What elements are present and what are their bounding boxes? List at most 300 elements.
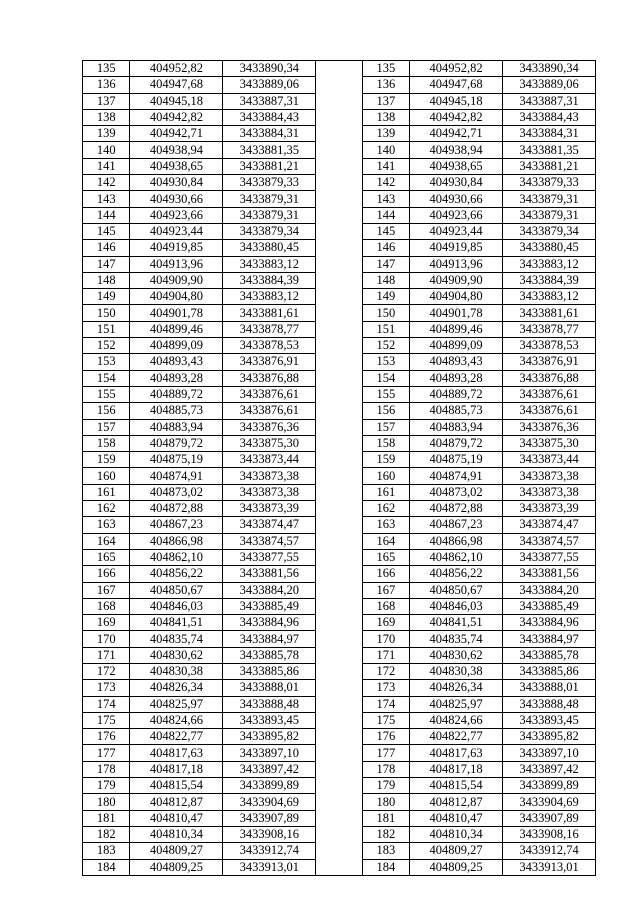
right-y-coordinate-cell: 3433904,69 <box>503 794 596 810</box>
right-point-number-cell: 155 <box>362 386 409 402</box>
column-gap <box>316 305 362 321</box>
right-point-number-cell: 159 <box>362 452 409 468</box>
left-x-coordinate-cell: 404923,66 <box>130 207 223 223</box>
right-y-coordinate-cell: 3433897,42 <box>503 761 596 777</box>
right-point-number-cell: 137 <box>362 93 409 109</box>
left-x-coordinate-cell: 404889,72 <box>130 386 223 402</box>
left-x-coordinate-cell: 404885,73 <box>130 403 223 419</box>
column-gap <box>316 826 362 842</box>
right-x-coordinate-cell: 404883,94 <box>410 419 503 435</box>
left-x-coordinate-cell: 404952,82 <box>130 61 223 77</box>
right-y-coordinate-cell: 3433876,91 <box>503 354 596 370</box>
right-point-number-cell: 172 <box>362 663 409 679</box>
right-point-number-cell: 153 <box>362 354 409 370</box>
right-y-coordinate-cell: 3433884,96 <box>503 615 596 631</box>
left-point-number-cell: 163 <box>83 517 130 533</box>
left-point-number-cell: 181 <box>83 810 130 826</box>
left-point-number-cell: 152 <box>83 338 130 354</box>
left-point-number-cell: 145 <box>83 223 130 239</box>
column-gap <box>316 175 362 191</box>
left-x-coordinate-cell: 404822,77 <box>130 729 223 745</box>
left-point-number-cell: 141 <box>83 158 130 174</box>
left-point-number-cell: 142 <box>83 175 130 191</box>
left-y-coordinate-cell: 3433878,53 <box>223 338 316 354</box>
left-x-coordinate-cell: 404830,62 <box>130 647 223 663</box>
left-y-coordinate-cell: 3433873,38 <box>223 484 316 500</box>
left-point-number-cell: 177 <box>83 745 130 761</box>
table-row <box>83 142 596 158</box>
right-point-number-cell: 180 <box>362 794 409 810</box>
column-gap <box>316 370 362 386</box>
left-point-number-cell: 171 <box>83 647 130 663</box>
left-y-coordinate-cell: 3433907,89 <box>223 810 316 826</box>
right-x-coordinate-cell: 404809,25 <box>410 859 503 875</box>
left-x-coordinate-cell: 404913,96 <box>130 256 223 272</box>
right-y-coordinate-cell: 3433884,31 <box>503 126 596 142</box>
right-x-coordinate-cell: 404824,66 <box>410 712 503 728</box>
right-x-coordinate-cell: 404873,02 <box>410 484 503 500</box>
column-gap <box>316 240 362 256</box>
right-point-number-cell: 163 <box>362 517 409 533</box>
column-gap <box>316 501 362 517</box>
left-point-number-cell: 160 <box>83 468 130 484</box>
column-gap <box>316 126 362 142</box>
column-gap <box>316 647 362 663</box>
table-row <box>83 859 596 875</box>
table-row <box>83 272 596 288</box>
left-x-coordinate-cell: 404874,91 <box>130 468 223 484</box>
column-gap <box>316 468 362 484</box>
right-x-coordinate-cell: 404952,82 <box>410 61 503 77</box>
column-gap <box>316 435 362 451</box>
left-y-coordinate-cell: 3433879,34 <box>223 223 316 239</box>
right-y-coordinate-cell: 3433874,57 <box>503 533 596 549</box>
left-point-number-cell: 144 <box>83 207 130 223</box>
left-x-coordinate-cell: 404883,94 <box>130 419 223 435</box>
left-x-coordinate-cell: 404867,23 <box>130 517 223 533</box>
left-x-coordinate-cell: 404899,46 <box>130 321 223 337</box>
left-point-number-cell: 170 <box>83 631 130 647</box>
column-gap <box>316 452 362 468</box>
left-point-number-cell: 139 <box>83 126 130 142</box>
table-row <box>83 712 596 728</box>
left-x-coordinate-cell: 404824,66 <box>130 712 223 728</box>
column-gap <box>316 207 362 223</box>
right-point-number-cell: 170 <box>362 631 409 647</box>
left-x-coordinate-cell: 404850,67 <box>130 582 223 598</box>
right-y-coordinate-cell: 3433881,35 <box>503 142 596 158</box>
right-y-coordinate-cell: 3433885,49 <box>503 598 596 614</box>
left-x-coordinate-cell: 404866,98 <box>130 533 223 549</box>
table-row <box>83 93 596 109</box>
right-x-coordinate-cell: 404815,54 <box>410 778 503 794</box>
table-row <box>83 598 596 614</box>
right-y-coordinate-cell: 3433883,12 <box>503 256 596 272</box>
left-point-number-cell: 148 <box>83 272 130 288</box>
right-point-number-cell: 140 <box>362 142 409 158</box>
right-point-number-cell: 178 <box>362 761 409 777</box>
left-x-coordinate-cell: 404809,25 <box>130 859 223 875</box>
table-row <box>83 158 596 174</box>
right-x-coordinate-cell: 404830,62 <box>410 647 503 663</box>
left-x-coordinate-cell: 404826,34 <box>130 680 223 696</box>
column-gap <box>316 810 362 826</box>
right-x-coordinate-cell: 404901,78 <box>410 305 503 321</box>
table-row <box>83 696 596 712</box>
right-y-coordinate-cell: 3433893,45 <box>503 712 596 728</box>
column-gap <box>316 843 362 859</box>
right-y-coordinate-cell: 3433876,36 <box>503 419 596 435</box>
right-x-coordinate-cell: 404938,94 <box>410 142 503 158</box>
table-row <box>83 566 596 582</box>
table-row <box>83 109 596 125</box>
left-point-number-cell: 157 <box>83 419 130 435</box>
right-x-coordinate-cell: 404856,22 <box>410 566 503 582</box>
table-row <box>83 778 596 794</box>
left-y-coordinate-cell: 3433889,06 <box>223 77 316 93</box>
column-gap <box>316 582 362 598</box>
left-point-number-cell: 146 <box>83 240 130 256</box>
right-y-coordinate-cell: 3433876,88 <box>503 370 596 386</box>
column-gap <box>316 223 362 239</box>
column-gap <box>316 566 362 582</box>
left-x-coordinate-cell: 404825,97 <box>130 696 223 712</box>
right-point-number-cell: 158 <box>362 435 409 451</box>
left-y-coordinate-cell: 3433876,91 <box>223 354 316 370</box>
column-gap <box>316 419 362 435</box>
column-gap <box>316 272 362 288</box>
right-y-coordinate-cell: 3433888,01 <box>503 680 596 696</box>
right-point-number-cell: 148 <box>362 272 409 288</box>
left-x-coordinate-cell: 404873,02 <box>130 484 223 500</box>
right-point-number-cell: 174 <box>362 696 409 712</box>
left-y-coordinate-cell: 3433885,86 <box>223 663 316 679</box>
right-point-number-cell: 165 <box>362 549 409 565</box>
left-x-coordinate-cell: 404810,47 <box>130 810 223 826</box>
right-y-coordinate-cell: 3433878,53 <box>503 338 596 354</box>
right-x-coordinate-cell: 404835,74 <box>410 631 503 647</box>
right-x-coordinate-cell: 404812,87 <box>410 794 503 810</box>
right-point-number-cell: 138 <box>362 109 409 125</box>
right-y-coordinate-cell: 3433887,31 <box>503 93 596 109</box>
right-point-number-cell: 144 <box>362 207 409 223</box>
right-point-number-cell: 177 <box>362 745 409 761</box>
table-row <box>83 370 596 386</box>
left-x-coordinate-cell: 404923,44 <box>130 223 223 239</box>
left-point-number-cell: 172 <box>83 663 130 679</box>
right-y-coordinate-cell: 3433884,39 <box>503 272 596 288</box>
right-point-number-cell: 169 <box>362 615 409 631</box>
right-x-coordinate-cell: 404809,27 <box>410 843 503 859</box>
left-point-number-cell: 155 <box>83 386 130 402</box>
table-row <box>83 501 596 517</box>
left-y-coordinate-cell: 3433885,78 <box>223 647 316 663</box>
right-x-coordinate-cell: 404923,44 <box>410 223 503 239</box>
left-point-number-cell: 175 <box>83 712 130 728</box>
right-x-coordinate-cell: 404930,84 <box>410 175 503 191</box>
right-y-coordinate-cell: 3433907,89 <box>503 810 596 826</box>
left-x-coordinate-cell: 404875,19 <box>130 452 223 468</box>
column-gap <box>316 761 362 777</box>
table-row <box>83 223 596 239</box>
left-x-coordinate-cell: 404815,54 <box>130 778 223 794</box>
right-y-coordinate-cell: 3433879,31 <box>503 191 596 207</box>
table-row <box>83 321 596 337</box>
left-y-coordinate-cell: 3433877,55 <box>223 549 316 565</box>
left-x-coordinate-cell: 404817,63 <box>130 745 223 761</box>
left-point-number-cell: 136 <box>83 77 130 93</box>
left-y-coordinate-cell: 3433873,44 <box>223 452 316 468</box>
left-point-number-cell: 147 <box>83 256 130 272</box>
left-x-coordinate-cell: 404856,22 <box>130 566 223 582</box>
left-y-coordinate-cell: 3433876,88 <box>223 370 316 386</box>
left-y-coordinate-cell: 3433875,30 <box>223 435 316 451</box>
left-point-number-cell: 140 <box>83 142 130 158</box>
right-x-coordinate-cell: 404825,97 <box>410 696 503 712</box>
left-point-number-cell: 176 <box>83 729 130 745</box>
right-x-coordinate-cell: 404913,96 <box>410 256 503 272</box>
left-y-coordinate-cell: 3433881,56 <box>223 566 316 582</box>
left-x-coordinate-cell: 404862,10 <box>130 549 223 565</box>
right-x-coordinate-cell: 404826,34 <box>410 680 503 696</box>
table-row <box>83 745 596 761</box>
left-y-coordinate-cell: 3433897,10 <box>223 745 316 761</box>
table-row <box>83 126 596 142</box>
table-row <box>83 484 596 500</box>
column-gap <box>316 321 362 337</box>
column-gap <box>316 712 362 728</box>
right-point-number-cell: 150 <box>362 305 409 321</box>
left-y-coordinate-cell: 3433883,12 <box>223 256 316 272</box>
left-y-coordinate-cell: 3433884,39 <box>223 272 316 288</box>
right-y-coordinate-cell: 3433912,74 <box>503 843 596 859</box>
right-x-coordinate-cell: 404810,47 <box>410 810 503 826</box>
table-row <box>83 582 596 598</box>
right-y-coordinate-cell: 3433880,45 <box>503 240 596 256</box>
right-point-number-cell: 160 <box>362 468 409 484</box>
left-y-coordinate-cell: 3433883,12 <box>223 289 316 305</box>
right-point-number-cell: 156 <box>362 403 409 419</box>
right-point-number-cell: 183 <box>362 843 409 859</box>
right-y-coordinate-cell: 3433878,77 <box>503 321 596 337</box>
right-x-coordinate-cell: 404810,34 <box>410 826 503 842</box>
column-gap <box>316 354 362 370</box>
column-gap <box>316 289 362 305</box>
left-y-coordinate-cell: 3433908,16 <box>223 826 316 842</box>
table-row <box>83 386 596 402</box>
left-y-coordinate-cell: 3433876,36 <box>223 419 316 435</box>
table-row <box>83 207 596 223</box>
right-point-number-cell: 136 <box>362 77 409 93</box>
left-x-coordinate-cell: 404909,90 <box>130 272 223 288</box>
right-point-number-cell: 161 <box>362 484 409 500</box>
left-point-number-cell: 143 <box>83 191 130 207</box>
table-row <box>83 549 596 565</box>
right-point-number-cell: 146 <box>362 240 409 256</box>
column-gap <box>316 61 362 77</box>
left-x-coordinate-cell: 404893,28 <box>130 370 223 386</box>
table-row <box>83 305 596 321</box>
table-row <box>83 663 596 679</box>
table-row <box>83 826 596 842</box>
left-x-coordinate-cell: 404901,78 <box>130 305 223 321</box>
right-x-coordinate-cell: 404942,82 <box>410 109 503 125</box>
right-x-coordinate-cell: 404909,90 <box>410 272 503 288</box>
right-point-number-cell: 147 <box>362 256 409 272</box>
right-x-coordinate-cell: 404817,18 <box>410 761 503 777</box>
right-y-coordinate-cell: 3433885,78 <box>503 647 596 663</box>
right-y-coordinate-cell: 3433879,34 <box>503 223 596 239</box>
column-gap <box>316 778 362 794</box>
table-row <box>83 419 596 435</box>
left-y-coordinate-cell: 3433895,82 <box>223 729 316 745</box>
right-x-coordinate-cell: 404930,66 <box>410 191 503 207</box>
left-point-number-cell: 138 <box>83 109 130 125</box>
right-y-coordinate-cell: 3433908,16 <box>503 826 596 842</box>
right-y-coordinate-cell: 3433875,30 <box>503 435 596 451</box>
left-y-coordinate-cell: 3433876,61 <box>223 386 316 402</box>
right-y-coordinate-cell: 3433879,31 <box>503 207 596 223</box>
table-row <box>83 647 596 663</box>
right-point-number-cell: 154 <box>362 370 409 386</box>
table-row <box>83 240 596 256</box>
right-point-number-cell: 167 <box>362 582 409 598</box>
left-y-coordinate-cell: 3433897,42 <box>223 761 316 777</box>
left-x-coordinate-cell: 404809,27 <box>130 843 223 859</box>
right-x-coordinate-cell: 404919,85 <box>410 240 503 256</box>
left-y-coordinate-cell: 3433912,74 <box>223 843 316 859</box>
left-point-number-cell: 179 <box>83 778 130 794</box>
left-y-coordinate-cell: 3433913,01 <box>223 859 316 875</box>
right-y-coordinate-cell: 3433883,12 <box>503 289 596 305</box>
left-y-coordinate-cell: 3433881,21 <box>223 158 316 174</box>
left-point-number-cell: 174 <box>83 696 130 712</box>
left-y-coordinate-cell: 3433884,96 <box>223 615 316 631</box>
right-point-number-cell: 181 <box>362 810 409 826</box>
right-x-coordinate-cell: 404893,43 <box>410 354 503 370</box>
right-point-number-cell: 145 <box>362 223 409 239</box>
column-gap <box>316 77 362 93</box>
right-point-number-cell: 173 <box>362 680 409 696</box>
left-y-coordinate-cell: 3433881,61 <box>223 305 316 321</box>
right-x-coordinate-cell: 404872,88 <box>410 501 503 517</box>
right-y-coordinate-cell: 3433885,86 <box>503 663 596 679</box>
left-y-coordinate-cell: 3433899,89 <box>223 778 316 794</box>
left-y-coordinate-cell: 3433876,61 <box>223 403 316 419</box>
right-point-number-cell: 171 <box>362 647 409 663</box>
column-gap <box>316 158 362 174</box>
column-gap <box>316 794 362 810</box>
left-point-number-cell: 158 <box>83 435 130 451</box>
left-point-number-cell: 162 <box>83 501 130 517</box>
left-y-coordinate-cell: 3433887,31 <box>223 93 316 109</box>
left-y-coordinate-cell: 3433888,48 <box>223 696 316 712</box>
table-row <box>83 175 596 191</box>
left-y-coordinate-cell: 3433884,31 <box>223 126 316 142</box>
table-row <box>83 191 596 207</box>
column-gap <box>316 859 362 875</box>
right-y-coordinate-cell: 3433899,89 <box>503 778 596 794</box>
left-point-number-cell: 135 <box>83 61 130 77</box>
left-point-number-cell: 167 <box>83 582 130 598</box>
table-row <box>83 77 596 93</box>
table-row <box>83 403 596 419</box>
right-y-coordinate-cell: 3433884,20 <box>503 582 596 598</box>
right-x-coordinate-cell: 404889,72 <box>410 386 503 402</box>
table-row <box>83 289 596 305</box>
left-point-number-cell: 169 <box>83 615 130 631</box>
column-gap <box>316 338 362 354</box>
table-row <box>83 435 596 451</box>
left-point-number-cell: 182 <box>83 826 130 842</box>
left-y-coordinate-cell: 3433884,20 <box>223 582 316 598</box>
left-x-coordinate-cell: 404919,85 <box>130 240 223 256</box>
right-y-coordinate-cell: 3433874,47 <box>503 517 596 533</box>
left-y-coordinate-cell: 3433884,43 <box>223 109 316 125</box>
column-gap <box>316 696 362 712</box>
left-y-coordinate-cell: 3433873,38 <box>223 468 316 484</box>
left-y-coordinate-cell: 3433904,69 <box>223 794 316 810</box>
left-point-number-cell: 154 <box>83 370 130 386</box>
column-gap <box>316 663 362 679</box>
left-x-coordinate-cell: 404830,38 <box>130 663 223 679</box>
left-y-coordinate-cell: 3433874,47 <box>223 517 316 533</box>
left-point-number-cell: 173 <box>83 680 130 696</box>
right-point-number-cell: 142 <box>362 175 409 191</box>
right-x-coordinate-cell: 404867,23 <box>410 517 503 533</box>
column-gap <box>316 142 362 158</box>
right-x-coordinate-cell: 404904,80 <box>410 289 503 305</box>
left-y-coordinate-cell: 3433890,34 <box>223 61 316 77</box>
right-point-number-cell: 168 <box>362 598 409 614</box>
column-gap <box>316 403 362 419</box>
column-gap <box>316 386 362 402</box>
left-point-number-cell: 184 <box>83 859 130 875</box>
left-point-number-cell: 168 <box>83 598 130 614</box>
right-y-coordinate-cell: 3433889,06 <box>503 77 596 93</box>
left-point-number-cell: 178 <box>83 761 130 777</box>
left-x-coordinate-cell: 404812,87 <box>130 794 223 810</box>
right-point-number-cell: 176 <box>362 729 409 745</box>
right-x-coordinate-cell: 404866,98 <box>410 533 503 549</box>
left-y-coordinate-cell: 3433874,57 <box>223 533 316 549</box>
right-x-coordinate-cell: 404899,09 <box>410 338 503 354</box>
right-y-coordinate-cell: 3433890,34 <box>503 61 596 77</box>
left-x-coordinate-cell: 404930,66 <box>130 191 223 207</box>
left-point-number-cell: 166 <box>83 566 130 582</box>
right-y-coordinate-cell: 3433881,61 <box>503 305 596 321</box>
table-row <box>83 338 596 354</box>
left-x-coordinate-cell: 404810,34 <box>130 826 223 842</box>
left-point-number-cell: 153 <box>83 354 130 370</box>
left-y-coordinate-cell: 3433878,77 <box>223 321 316 337</box>
left-x-coordinate-cell: 404942,82 <box>130 109 223 125</box>
right-y-coordinate-cell: 3433876,61 <box>503 386 596 402</box>
column-gap <box>316 745 362 761</box>
right-point-number-cell: 166 <box>362 566 409 582</box>
column-gap <box>316 729 362 745</box>
left-x-coordinate-cell: 404938,65 <box>130 158 223 174</box>
right-y-coordinate-cell: 3433895,82 <box>503 729 596 745</box>
right-point-number-cell: 151 <box>362 321 409 337</box>
left-y-coordinate-cell: 3433879,31 <box>223 191 316 207</box>
right-x-coordinate-cell: 404841,51 <box>410 615 503 631</box>
right-x-coordinate-cell: 404938,65 <box>410 158 503 174</box>
column-gap <box>316 109 362 125</box>
left-x-coordinate-cell: 404893,43 <box>130 354 223 370</box>
right-x-coordinate-cell: 404846,03 <box>410 598 503 614</box>
right-point-number-cell: 152 <box>362 338 409 354</box>
